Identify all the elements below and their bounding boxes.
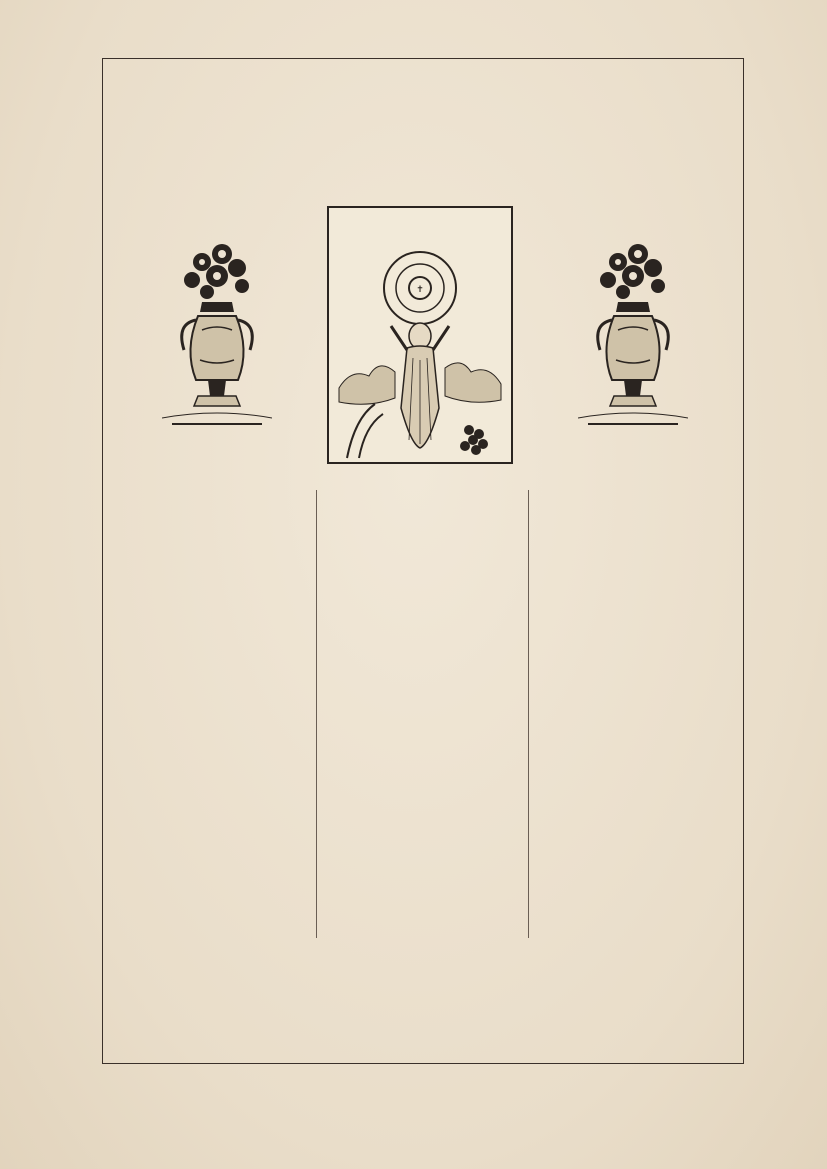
monstrance-engraving [327, 206, 513, 464]
border-right [744, 22, 780, 1100]
verse-columns [114, 490, 714, 940]
column-divider [316, 490, 317, 938]
flower-vase-left [162, 240, 272, 430]
border-top [66, 22, 780, 58]
column-divider [528, 490, 529, 938]
monstrance-illustration [329, 208, 511, 462]
border-left [66, 22, 102, 1100]
svg-text:✝: ✝ [416, 285, 424, 295]
versicle [132, 951, 140, 966]
response [436, 951, 444, 966]
flower-vase-right [578, 240, 688, 430]
border-bottom [66, 1064, 780, 1100]
